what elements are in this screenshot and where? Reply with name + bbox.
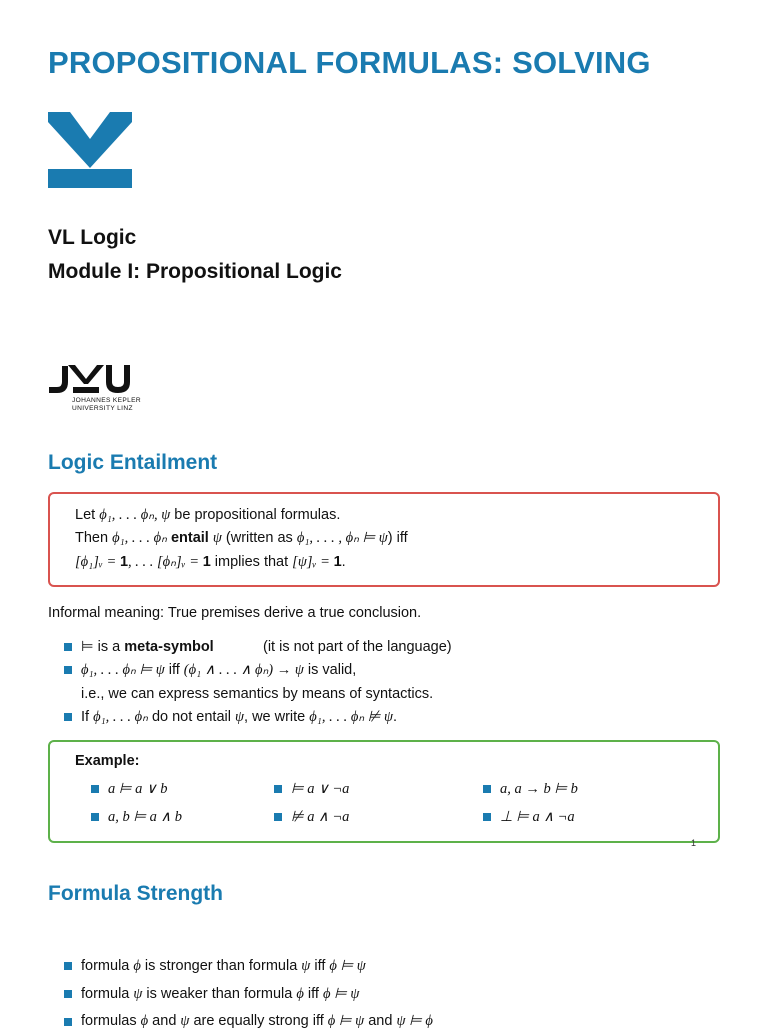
- bullet-marker: [274, 785, 282, 793]
- example-item: ⊥ ⊨ a ∧ ¬a: [500, 809, 575, 825]
- text: , we write: [244, 709, 310, 725]
- text: iff: [303, 986, 323, 1002]
- example-item: a, a → b ⊨ b: [500, 781, 578, 797]
- text: (written as: [221, 530, 297, 546]
- text: is weaker than formula: [142, 986, 297, 1002]
- text: do not entail: [147, 709, 235, 725]
- module-title: Module I: Propositional Logic: [48, 260, 342, 283]
- bullet-1: [81, 638, 214, 656]
- page-number: 1: [690, 838, 696, 848]
- math: ψ: [180, 1013, 190, 1029]
- text: If: [81, 709, 94, 725]
- text: ) iff: [387, 530, 408, 546]
- math: ψ: [301, 958, 311, 974]
- bullet-marker: [64, 643, 72, 651]
- math: ϕ₁, . . . , ϕₙ ⊨ ψ: [296, 530, 388, 546]
- bold-one: 1: [202, 554, 211, 570]
- jku-university-name: [72, 397, 141, 412]
- bullet-2-line-2: i.e., we can express semantics by means of syntactics.: [81, 686, 434, 702]
- math: ϕ: [133, 958, 141, 974]
- text: implies that: [210, 554, 293, 570]
- text: and: [148, 1013, 181, 1029]
- math: ϕ ⊨ ψ: [327, 1013, 365, 1029]
- text: and: [364, 1013, 397, 1029]
- math: ϕ ⊨ ψ: [329, 958, 366, 974]
- definition-line-2: [75, 529, 408, 547]
- math: ϕ₁, . . . ϕₙ, ψ: [99, 507, 171, 523]
- math: [ϕ₁]ᵥ =: [75, 554, 120, 570]
- bold-term: entail: [166, 530, 213, 546]
- text: formula: [81, 958, 134, 974]
- bullet-marker: [64, 713, 72, 721]
- bold-term: meta-symbol: [124, 639, 214, 655]
- strength-bullet-3: [81, 1012, 433, 1030]
- bold-one: 1: [119, 554, 129, 570]
- bullet-marker: [64, 990, 72, 998]
- math: ϕ₁, . . . ϕₙ: [93, 709, 148, 725]
- informal-meaning: Informal meaning: True premises derive a true conclusion.: [48, 605, 422, 621]
- text: are equally strong iff: [189, 1013, 328, 1029]
- text: .: [393, 709, 398, 725]
- bullet-marker: [274, 813, 282, 821]
- text: formulas: [81, 1013, 141, 1029]
- bullet-3: [81, 708, 397, 726]
- math: ϕ₁, . . . ϕₙ ⊭ ψ: [309, 709, 393, 725]
- text: is valid,: [303, 662, 357, 678]
- text: is a: [93, 639, 125, 655]
- math: ψ: [235, 709, 245, 725]
- text: Then: [75, 530, 113, 546]
- math: , . . . [ϕₙ]ᵥ =: [128, 554, 203, 570]
- bullet-marker: [64, 666, 72, 674]
- math: ϕ: [296, 986, 304, 1002]
- bullet-marker: [64, 962, 72, 970]
- text: iff: [310, 958, 330, 974]
- example-item: a, b ⊨ a ∧ b: [108, 809, 182, 825]
- math: [ψ]ᵥ =: [292, 554, 334, 570]
- math: ϕ₁, . . . ϕₙ: [112, 530, 167, 546]
- math: (ϕ₁ ∧ . . . ∧ ϕₙ) → ψ: [183, 662, 304, 678]
- strength-bullet-2: [81, 985, 359, 1003]
- bold-one: 1: [333, 554, 342, 570]
- bullet-marker: [91, 813, 99, 821]
- definition-line-1: [75, 506, 340, 524]
- bullet-marker: [91, 785, 99, 793]
- text: formula: [81, 986, 134, 1002]
- definition-line-3: [75, 553, 346, 571]
- bullet-marker: [64, 1018, 72, 1026]
- kepler-k-logo: [48, 112, 132, 188]
- bullet-marker: [483, 785, 491, 793]
- example-item: ⊭ a ∧ ¬a: [291, 809, 350, 825]
- bullet-marker: [483, 813, 491, 821]
- text: Let: [75, 507, 100, 523]
- text: iff: [164, 662, 184, 678]
- math: ψ ⊨ ϕ: [396, 1013, 433, 1029]
- math: ψ: [133, 986, 143, 1002]
- example-label: Example:: [75, 753, 140, 769]
- example-item: a ⊨ a ∨ b: [108, 781, 168, 797]
- math: ⊨: [81, 639, 94, 655]
- jku-line1: JOHANNES KEPLER: [72, 397, 142, 404]
- section-heading-entailment: Logic Entailment: [48, 451, 218, 474]
- text: is stronger than formula: [140, 958, 302, 974]
- jku-line2: UNIVERSITY LINZ: [72, 404, 133, 412]
- math: ϕ: [140, 1013, 149, 1029]
- section-heading-strength: Formula Strength: [48, 882, 224, 905]
- course-title: VL Logic: [48, 226, 137, 249]
- strength-bullet-1: [81, 957, 366, 975]
- bullet-1-note: (it is not part of the language): [263, 639, 452, 655]
- example-item: ⊨ a ∨ ¬a: [291, 781, 350, 797]
- math: ϕ ⊨ ψ: [322, 986, 360, 1002]
- bullet-2: [81, 661, 356, 679]
- math: ϕ₁, . . . ϕₙ ⊨ ψ: [81, 662, 165, 678]
- text: .: [341, 554, 346, 570]
- text: be propositional formulas.: [170, 507, 341, 523]
- math: ψ: [212, 530, 222, 546]
- page-title: PROPOSITIONAL FORMULAS: SOLVING: [48, 45, 651, 80]
